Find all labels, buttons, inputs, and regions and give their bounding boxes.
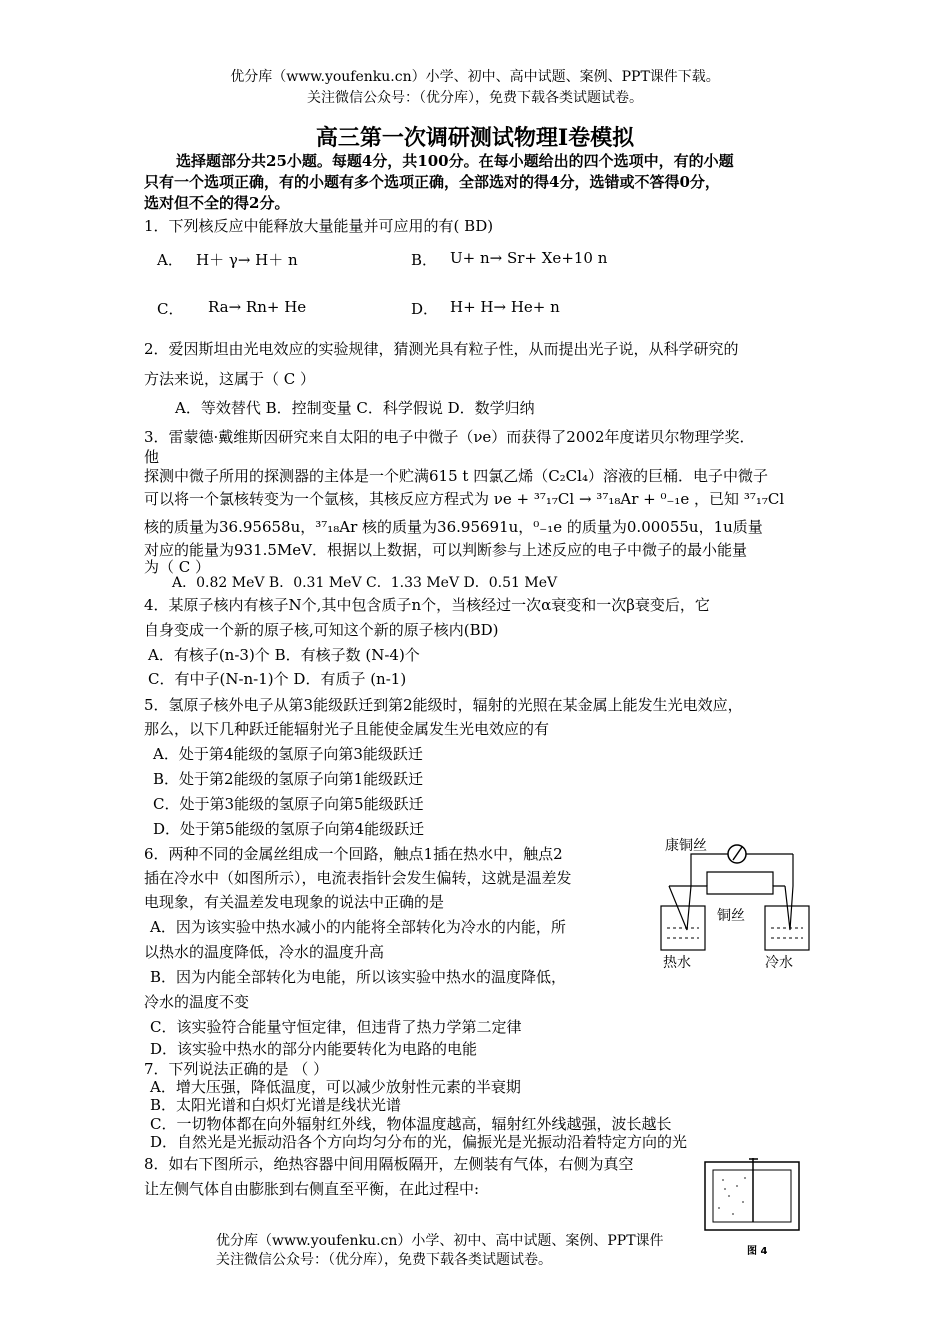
q3-line-6: 为（ C ） [144, 558, 211, 576]
q1-option-d-label: D． [411, 300, 439, 318]
q3-line-5: 对应的能量为931.5MeV．根据以上数据，可以判断参与上述反应的电子中微子的最小能量 [144, 541, 748, 559]
header-line-1: 优分库（www.youfenku.cn）小学、初中、高中试题、案例、PPT课件下载。 [230, 69, 720, 85]
q8-line-1: 8．如右下图所示，绝热容器中间用隔板隔开，左侧装有气体，右侧为真空 [144, 1155, 634, 1173]
q3-line-1: 3．雷蒙德·戴维斯因研究来自太阳的电子中微子（νe）而获得了2002年度诺贝尔物理学奖． [144, 428, 755, 446]
q1-stem: 1．下列核反应中能释放大量能量并可应用的有( BD) [144, 217, 494, 235]
figure-4-label: 图 4 [747, 1246, 768, 1257]
q7-option-b: B．太阳光谱和白炽灯光谱是线状光谱 [150, 1096, 402, 1114]
footer-line-2: 关注微信公众号：（优分库），免费下载各类试题试卷。 [216, 1252, 552, 1268]
q6-option-b-2: 冷水的温度不变 [144, 993, 250, 1011]
q6-option-c: C．该实验符合能量守恒定律，但违背了热力学第二定律 [150, 1018, 522, 1036]
container-inner [713, 1170, 791, 1222]
q3-line-2: 探测中微子所用的探测器的主体是一个贮满615 t 四氯乙烯（C₂Cl₄）溶液的巨桶．电子中微子 [144, 467, 768, 485]
footer-line-1: 优分库（www.youfenku.cn）小学、初中、高中试题、案例、PPT课件 [216, 1233, 664, 1249]
q7-option-a: A．增大压强，降低温度，可以减少放射性元素的半衰期 [150, 1078, 521, 1096]
q5-option-a: A．处于第4能级的氢原子向第3能级跃迁 [153, 745, 423, 763]
thermocouple-figure [655, 832, 815, 972]
q7-stem: 7．下列说法正确的是 （ ） [144, 1060, 329, 1078]
q6-option-d: D．该实验中热水的部分内能要转化为电路的电能 [150, 1040, 478, 1058]
q2-stem-line-1: 2．爱因斯坦由光电效应的实验规律，猜测光具有粒子性，从而提出光子说，从科学研究的 [144, 340, 739, 358]
figure-label-hot: 热水 [663, 955, 691, 971]
insulated-container-figure [703, 1158, 807, 1262]
q6-line-3: 电现象，有关温差发电现象的说法中正确的是 [144, 893, 445, 911]
q1-option-d: H+ H→ He+ n [450, 298, 560, 316]
q1-option-c: Ra→ Rn+ He [208, 298, 307, 316]
q2-options: A．等效替代 B．控制变量 C．科学假说 D．数学归纳 [175, 399, 535, 417]
page-title: 高三第一次调研测试物理Ⅰ卷模拟 [315, 125, 635, 151]
q6-line-1: 6．两种不同的金属丝组成一个回路，触点1插在热水中，触点2 [144, 845, 563, 863]
q4-line-1: 4．某原子核内有核子N个,其中包含质子n个，当核经过一次α衰变和一次β衰变后，它 [144, 596, 710, 614]
q3-line-4: 核的质量为36.95658u，³⁷₁₈Ar 核的质量为36.95691u，⁰₋₁e 的质量为0.00055u，1u质量 [144, 518, 763, 536]
q3-line-3: 可以将一个氯核转变为一个氩核，其核反应方程式为 νe + ³⁷₁₇Cl → ³⁷₁₈Ar + ⁰₋₁e ，已知 ³⁷₁₇Cl [144, 490, 785, 508]
q1-option-b-label: B． [411, 251, 438, 269]
header-line-2: 关注微信公众号：（优分库），免费下载各类试题试卷。 [307, 90, 643, 106]
figure-label-cold: 冷水 [765, 955, 793, 971]
q3-line-1b: 他 [144, 448, 160, 466]
q5-option-c: C．处于第3能级的氢原子向第5能级跃迁 [153, 795, 424, 813]
q6-line-2: 插在冷水中（如图所示），电流表指针会发生偏转，这就是温差发 [144, 869, 572, 887]
q4-options-1: A．有核子(n-3)个 B．有核子数 (N-4)个 [148, 646, 420, 664]
intro-line-2: 只有一个选项正确，有的小题有多个选项正确，全部选对的得4分，选错或不答得0分， [144, 173, 720, 191]
q4-line-2: 自身变成一个新的原子核,可知这个新的原子核内(BD) [144, 621, 499, 639]
q8-line-2: 让左侧气体自由膨胀到右侧直至平衡，在此过程中: [144, 1180, 480, 1198]
intro-line-3: 选对但不全的得2分。 [144, 194, 290, 212]
q7-option-d: D．自然光是光振动沿各个方向均匀分布的光，偏振光是光振动沿着特定方向的光 [150, 1133, 688, 1151]
q1-option-b: U+ n→ Sr+ Xe+10 n [450, 249, 608, 267]
q5-option-b: B．处于第2能级的氢原子向第1能级跃迁 [153, 770, 424, 788]
q1-option-a-label: A． [157, 251, 183, 269]
q6-option-a-2: 以热水的温度降低，冷水的温度升高 [144, 943, 385, 961]
q5-option-d: D．处于第5能级的氢原子向第4能级跃迁 [153, 820, 425, 838]
q7-option-c: C．一切物体都在向外辐射红外线，物体温度越高，辐射红外线越强，波长越长 [150, 1115, 672, 1133]
q6-option-a-1: A．因为该实验中热水减小的内能将全部转化为冷水的内能，所 [150, 918, 566, 936]
q5-line-1: 5．氢原子核外电子从第3能级跃迁到第2能级时，辐射的光照在某金属上能发生光电效应， [144, 696, 743, 714]
figure-label-constantan: 康铜丝 [665, 838, 707, 854]
q4-options-2: C．有中子(N-n-1)个 D．有质子 (n-1) [148, 670, 407, 688]
gas-molecules [718, 1177, 746, 1215]
container-outer [705, 1162, 799, 1230]
q3-options: A．0.82 MeV B．0.31 MeV C．1.33 MeV D．0.51 MeV [172, 575, 558, 591]
q5-line-2: 那么，以下几种跃迁能辐射光子且能使金属发生光电效应的有 [144, 720, 550, 738]
q1-option-a: H＋ γ→ H＋ n [196, 251, 298, 269]
q2-stem-line-2: 方法来说，这属于（ C ） [144, 370, 316, 388]
intro-line-1: 选择题部分共25小题。每题4分，共100分。在每小题给出的四个选项中，有的小题 [176, 152, 734, 170]
q6-option-b-1: B．因为内能全部转化为电能，所以该实验中热水的温度降低， [150, 968, 567, 986]
q1-option-c-label: C． [157, 300, 184, 318]
figure-label-copper: 铜丝 [717, 908, 745, 924]
